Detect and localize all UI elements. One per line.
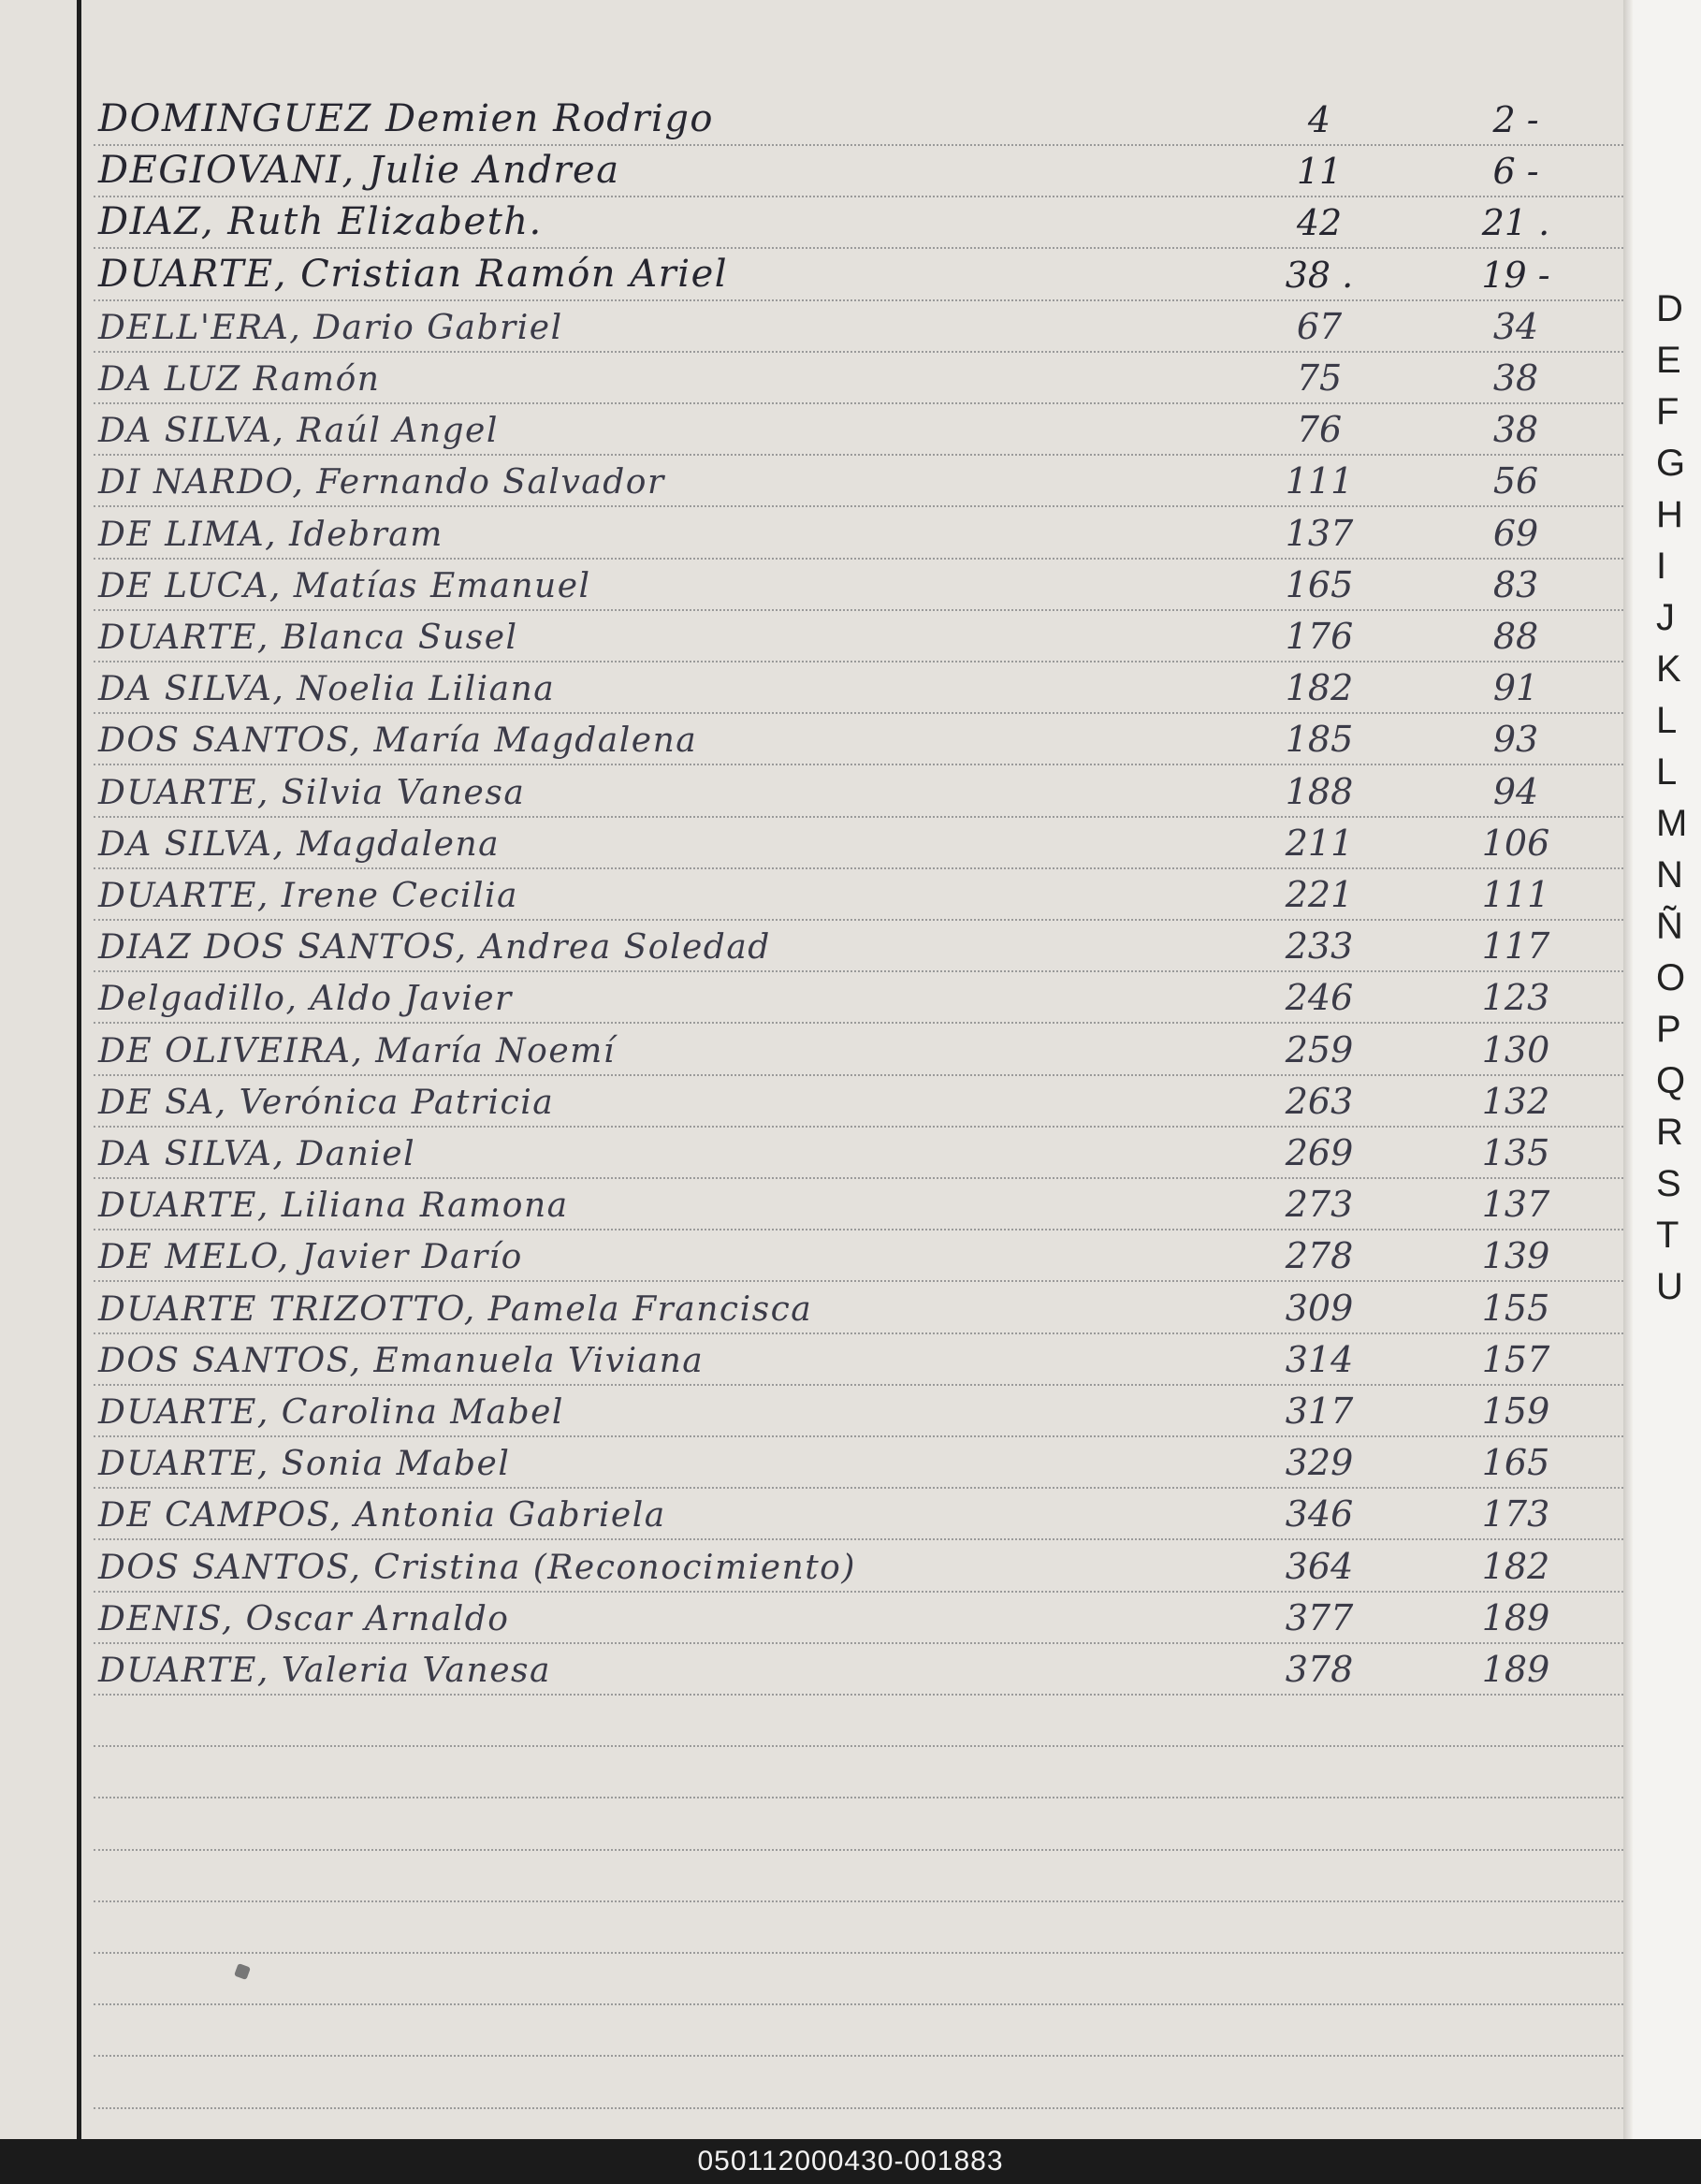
index-tab-letter[interactable]: M bbox=[1656, 803, 1688, 844]
entry-folio-number: 94 bbox=[1492, 771, 1539, 812]
entry-folio-number: 135 bbox=[1481, 1132, 1550, 1173]
entry-page-number: 76 bbox=[1296, 409, 1343, 450]
entry-page-number: 221 bbox=[1285, 874, 1354, 915]
index-tab-letter[interactable]: L bbox=[1656, 700, 1678, 741]
entry-folio-number: 189 bbox=[1481, 1597, 1550, 1638]
index-tab-letter[interactable]: T bbox=[1656, 1215, 1679, 1256]
entry-folio-number: 83 bbox=[1492, 564, 1539, 605]
entry-folio-number: 123 bbox=[1481, 977, 1550, 1018]
entry-page-number: 182 bbox=[1285, 667, 1354, 708]
entry-page-number: 165 bbox=[1285, 564, 1354, 605]
entry-name: DA SILVA, Magdalena bbox=[98, 825, 501, 864]
ledger-entry bbox=[0, 144, 1619, 196]
entry-folio-number: 117 bbox=[1481, 925, 1550, 967]
entry-page-number: 233 bbox=[1285, 925, 1354, 967]
entry-name: DUARTE, Carolina Mabel bbox=[98, 1393, 564, 1432]
index-tab-letter[interactable]: R bbox=[1656, 1112, 1683, 1153]
entry-page-number: 75 bbox=[1296, 357, 1343, 399]
entry-folio-number: 38 bbox=[1492, 409, 1539, 450]
entry-folio-number: 93 bbox=[1492, 719, 1539, 760]
ledger-entry bbox=[0, 609, 1619, 661]
entry-page-number: 111 bbox=[1285, 460, 1354, 502]
ledger-entry bbox=[0, 402, 1619, 454]
entry-folio-number: 6 - bbox=[1492, 151, 1539, 192]
ruled-line bbox=[94, 2107, 1623, 2109]
entry-folio-number: 69 bbox=[1492, 513, 1539, 554]
entry-page-number: 211 bbox=[1285, 823, 1354, 864]
entry-name: DIAZ, Ruth Elizabeth. bbox=[98, 200, 543, 243]
entry-name: DIAZ DOS SANTOS, Andrea Soledad bbox=[98, 928, 771, 967]
ledger-entry bbox=[0, 196, 1619, 247]
ledger-entry bbox=[0, 1074, 1619, 1126]
ledger-entry bbox=[0, 248, 1619, 299]
entry-folio-number: 173 bbox=[1481, 1493, 1550, 1535]
entry-folio-number: 155 bbox=[1481, 1288, 1550, 1329]
entry-folio-number: 34 bbox=[1492, 306, 1539, 347]
entry-page-number: 185 bbox=[1285, 719, 1354, 760]
entry-page-number: 263 bbox=[1285, 1081, 1354, 1122]
ruled-line bbox=[94, 2055, 1623, 2057]
index-tab-letter[interactable]: P bbox=[1656, 1009, 1681, 1050]
entry-name: DOS SANTOS, Emanuela Viviana bbox=[98, 1342, 705, 1380]
index-tab-letter[interactable]: N bbox=[1656, 854, 1683, 895]
index-tab-letter[interactable]: Ñ bbox=[1656, 906, 1683, 947]
ledger-entry bbox=[0, 93, 1619, 144]
ruled-line bbox=[94, 1797, 1623, 1798]
entry-page-number: 246 bbox=[1285, 977, 1354, 1018]
entry-name: DE LUCA, Matías Emanuel bbox=[98, 567, 591, 605]
ledger-entry bbox=[0, 919, 1619, 970]
entry-name: DE MELO, Javier Darío bbox=[98, 1238, 523, 1276]
entry-page-number: 273 bbox=[1285, 1184, 1354, 1225]
index-tab-letter[interactable]: S bbox=[1656, 1163, 1681, 1204]
entry-folio-number: 19 - bbox=[1481, 255, 1550, 296]
index-tab-letter[interactable]: Q bbox=[1656, 1060, 1686, 1101]
entry-page-number: 309 bbox=[1285, 1288, 1354, 1329]
entry-page-number: 269 bbox=[1285, 1132, 1354, 1173]
ledger-entry bbox=[0, 558, 1619, 609]
index-tab-letter[interactable]: H bbox=[1656, 494, 1683, 535]
ruled-line bbox=[94, 1849, 1623, 1851]
entry-name: DI NARDO, Fernando Salvador bbox=[98, 463, 665, 502]
ruled-line bbox=[94, 1745, 1623, 1747]
entry-name: DE CAMPOS, Antonia Gabriela bbox=[98, 1496, 666, 1535]
ledger-entry bbox=[0, 1126, 1619, 1177]
index-tab-letter[interactable]: K bbox=[1656, 648, 1681, 690]
index-tab-letter[interactable]: E bbox=[1656, 340, 1681, 381]
document-code: 050112000430-001883 bbox=[0, 2139, 1701, 2184]
entry-folio-number: 182 bbox=[1481, 1546, 1550, 1587]
ledger-entry bbox=[0, 1435, 1619, 1487]
ledger-entry bbox=[0, 1177, 1619, 1229]
index-tab-letter[interactable]: I bbox=[1656, 546, 1667, 587]
ledger-entry bbox=[0, 1384, 1619, 1435]
entry-folio-number: 159 bbox=[1481, 1390, 1550, 1432]
ruled-line bbox=[94, 1952, 1623, 1954]
ledger-entry bbox=[0, 1229, 1619, 1280]
entry-name: DE OLIVEIRA, María Noemí bbox=[98, 1032, 616, 1070]
entry-name: DUARTE, Liliana Ramona bbox=[98, 1187, 569, 1225]
entry-page-number: 259 bbox=[1285, 1029, 1354, 1070]
ledger-entry bbox=[0, 867, 1619, 919]
entry-folio-number: 111 bbox=[1481, 874, 1550, 915]
entry-folio-number: 137 bbox=[1481, 1184, 1550, 1225]
entry-page-number: 67 bbox=[1296, 306, 1343, 347]
ledger-entry bbox=[0, 1539, 1619, 1591]
entry-folio-number: 132 bbox=[1481, 1081, 1550, 1122]
entry-folio-number: 38 bbox=[1492, 357, 1539, 399]
entry-folio-number: 91 bbox=[1492, 667, 1539, 708]
entry-name: DUARTE TRIZOTTO, Pamela Francisca bbox=[98, 1290, 813, 1329]
entry-folio-number: 157 bbox=[1481, 1339, 1550, 1380]
entry-page-number: 317 bbox=[1285, 1390, 1354, 1432]
entry-page-number: 329 bbox=[1285, 1442, 1354, 1483]
index-tab-letter[interactable]: F bbox=[1656, 391, 1679, 432]
entry-name: DUARTE, Cristian Ramón Ariel bbox=[98, 253, 729, 296]
ruled-line bbox=[94, 2003, 1623, 2005]
entry-page-number: 364 bbox=[1285, 1546, 1354, 1587]
entry-name: DOS SANTOS, María Magdalena bbox=[98, 721, 698, 760]
entry-page-number: 378 bbox=[1285, 1649, 1354, 1690]
page-edge bbox=[1623, 0, 1633, 2139]
index-tab-letter[interactable]: G bbox=[1656, 443, 1686, 484]
ink-smudge bbox=[234, 1963, 251, 1980]
entry-name: DE LIMA, Idebram bbox=[98, 516, 443, 554]
entry-name: DE SA, Verónica Patricia bbox=[98, 1084, 555, 1122]
entry-name: DA LUZ Ramón bbox=[98, 360, 381, 399]
ledger-entry bbox=[0, 1281, 1619, 1332]
ledger-entry bbox=[0, 351, 1619, 402]
ledger-entry bbox=[0, 816, 1619, 867]
entry-folio-number: 2 - bbox=[1492, 99, 1539, 140]
entry-name: DA SILVA, Daniel bbox=[98, 1135, 416, 1173]
index-tab-letter[interactable]: D bbox=[1656, 288, 1683, 329]
entry-folio-number: 21 . bbox=[1481, 202, 1550, 243]
entry-name: DOMINGUEZ Demien Rodrigo bbox=[98, 97, 715, 140]
ruled-line bbox=[94, 1694, 1623, 1696]
entry-name: DENIS, Oscar Arnaldo bbox=[98, 1600, 510, 1638]
entry-folio-number: 139 bbox=[1481, 1235, 1550, 1276]
entry-page-number: 346 bbox=[1285, 1493, 1354, 1535]
ledger-entry bbox=[0, 661, 1619, 712]
entry-page-number: 176 bbox=[1285, 616, 1354, 657]
entry-folio-number: 130 bbox=[1481, 1029, 1550, 1070]
ledger-entry bbox=[0, 1591, 1619, 1642]
ledger-entry bbox=[0, 764, 1619, 816]
entry-folio-number: 165 bbox=[1481, 1442, 1550, 1483]
entry-page-number: 188 bbox=[1285, 771, 1354, 812]
index-tab-letter[interactable]: O bbox=[1656, 957, 1686, 998]
entry-page-number: 11 bbox=[1296, 151, 1343, 192]
ledger-entry bbox=[0, 506, 1619, 558]
index-tab-letter[interactable]: L bbox=[1656, 751, 1678, 793]
entry-name: DOS SANTOS, Cristina (Reconocimiento) bbox=[98, 1549, 856, 1587]
entry-name: DUARTE, Silvia Vanesa bbox=[98, 774, 526, 812]
entry-page-number: 278 bbox=[1285, 1235, 1354, 1276]
ledger-entry bbox=[0, 1332, 1619, 1384]
entry-folio-number: 189 bbox=[1481, 1649, 1550, 1690]
entry-name: DA SILVA, Noelia Liliana bbox=[98, 670, 556, 708]
entry-name: DUARTE, Sonia Mabel bbox=[98, 1445, 511, 1483]
index-tab-letter[interactable]: U bbox=[1656, 1266, 1683, 1307]
entry-page-number: 314 bbox=[1285, 1339, 1354, 1380]
ledger-entry bbox=[0, 454, 1619, 505]
entry-name: DA SILVA, Raúl Angel bbox=[98, 412, 499, 450]
entry-name: DUARTE, Irene Cecilia bbox=[98, 877, 518, 915]
ruled-line bbox=[94, 1900, 1623, 1902]
entry-name: Delgadillo, Aldo Javier bbox=[98, 980, 513, 1018]
ledger-entry bbox=[0, 299, 1619, 351]
ledger-entry bbox=[0, 970, 1619, 1022]
ledger-entry bbox=[0, 1023, 1619, 1074]
entry-name: DUARTE, Blanca Susel bbox=[98, 619, 518, 657]
entry-name: DUARTE, Valeria Vanesa bbox=[98, 1652, 551, 1690]
entry-folio-number: 88 bbox=[1492, 616, 1539, 657]
entry-page-number: 377 bbox=[1285, 1597, 1354, 1638]
ledger-entry bbox=[0, 1487, 1619, 1538]
entry-name: DELL'ERA, Dario Gabriel bbox=[98, 309, 563, 347]
entry-name: DEGIOVANI, Julie Andrea bbox=[98, 149, 620, 192]
entry-folio-number: 56 bbox=[1492, 460, 1539, 502]
entry-page-number: 38 . bbox=[1285, 255, 1354, 296]
index-tab-letter[interactable]: J bbox=[1656, 597, 1675, 638]
ledger-entry bbox=[0, 712, 1619, 764]
entry-page-number: 4 bbox=[1307, 99, 1331, 140]
ledger-entry bbox=[0, 1642, 1619, 1694]
entry-folio-number: 106 bbox=[1481, 823, 1550, 864]
entry-page-number: 42 bbox=[1296, 202, 1343, 243]
entry-page-number: 137 bbox=[1285, 513, 1354, 554]
